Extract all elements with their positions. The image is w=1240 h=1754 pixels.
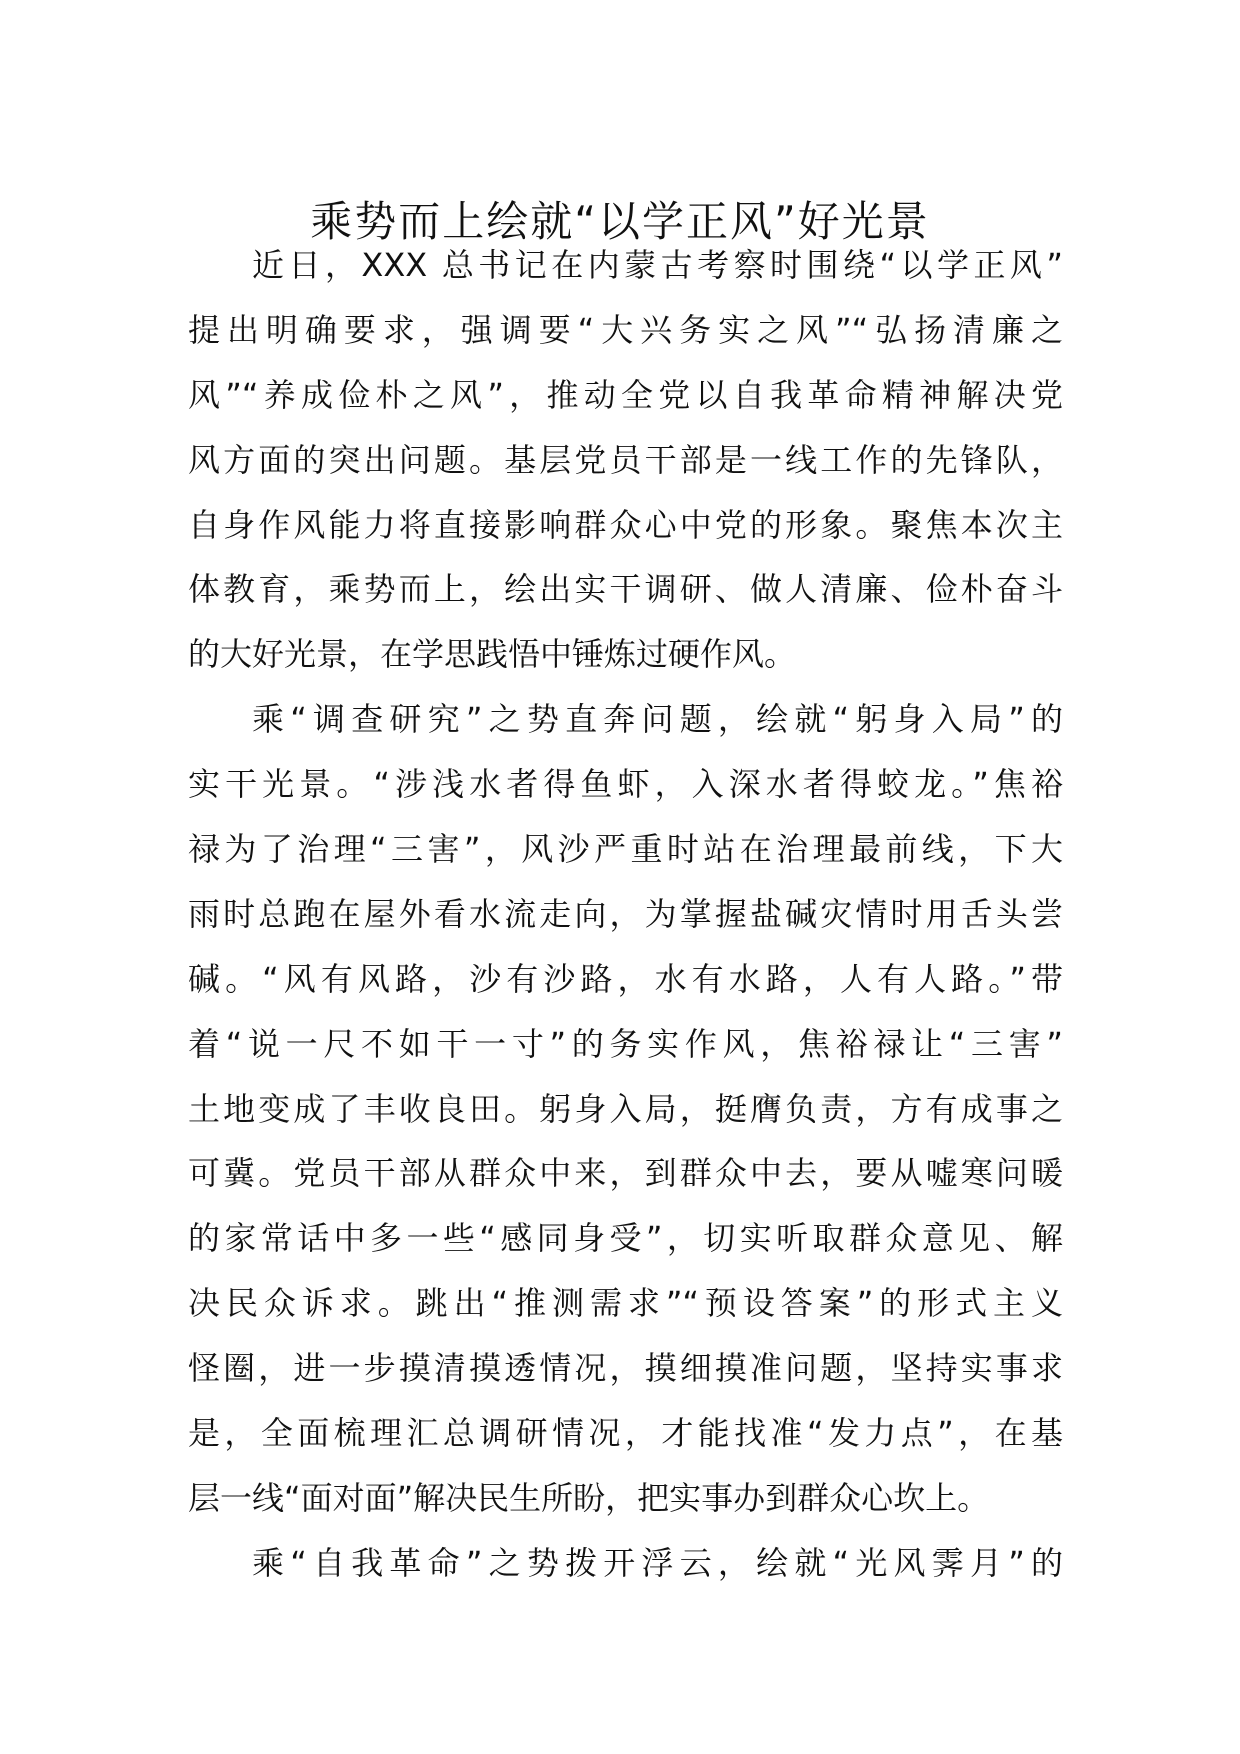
text-line: 实干光景。“涉浅水者得鱼虾，入深水者得蛟龙。”焦裕 — [188, 765, 1063, 804]
text-line: 的大好光景，在学思践悟中锤炼过硬作风。 — [188, 635, 797, 674]
text-line: 乘“自我革命”之势拨开浮云，绘就“光风霁月”的 — [252, 1543, 1063, 1582]
document-title: 乘势而上绘就“以学正风”好光景 — [310, 197, 930, 247]
text-line: 风”“养成俭朴之风”，推动全党以自我革命精神解决党 — [188, 375, 1063, 414]
text-line: 的家常话中多一些“感同身受”，切实听取群众意见、解 — [188, 1219, 1063, 1258]
text-line: 近日，XXX 总书记在内蒙古考察时围绕“以学正风” — [252, 246, 1063, 284]
text-line: 可冀。党员干部从群众中来，到群众中去，要从嘘寒问暖 — [188, 1154, 1063, 1193]
text-line: 怪圈，进一步摸清摸透情况，摸细摸准问题，坚持实事求 — [188, 1349, 1063, 1388]
text-line: 体教育，乘势而上，绘出实干调研、做人清廉、俭朴奋斗 — [188, 570, 1063, 609]
text-line: 是，全面梳理汇总调研情况，才能找准“发力点”，在基 — [188, 1414, 1063, 1453]
text-line: 层一线“面对面”解决民生所盼，把实事办到群众心坎上。 — [188, 1478, 990, 1517]
text-line: 提出明确要求，强调要“大兴务实之风”“弘扬清廉之 — [188, 310, 1063, 349]
text-line: 自身作风能力将直接影响群众心中党的形象。聚焦本次主 — [188, 505, 1063, 544]
text-line: 着“说一尺不如干一寸”的务实作风，焦裕禄让“三害” — [188, 1024, 1063, 1063]
text-line: 碱。“风有风路，沙有沙路，水有水路，人有人路。”带 — [188, 959, 1063, 998]
text-line: 决民众诉求。跳出“推测需求”“预设答案”的形式主义 — [188, 1284, 1063, 1323]
text-line: 雨时总跑在屋外看水流走向，为掌握盐碱灾情时用舌头尝 — [188, 894, 1063, 933]
text-line: 土地变成了丰收良田。躬身入局，挺膺负责，方有成事之 — [188, 1089, 1063, 1128]
text-line: 禄为了治理“三害”，风沙严重时站在治理最前线，下大 — [188, 830, 1063, 869]
text-line: 风方面的突出问题。基层党员干部是一线工作的先锋队， — [188, 440, 1063, 479]
text-line: 乘“调查研究”之势直奔问题，绘就“躬身入局”的 — [252, 700, 1063, 739]
document-body — [188, 233, 1063, 1596]
